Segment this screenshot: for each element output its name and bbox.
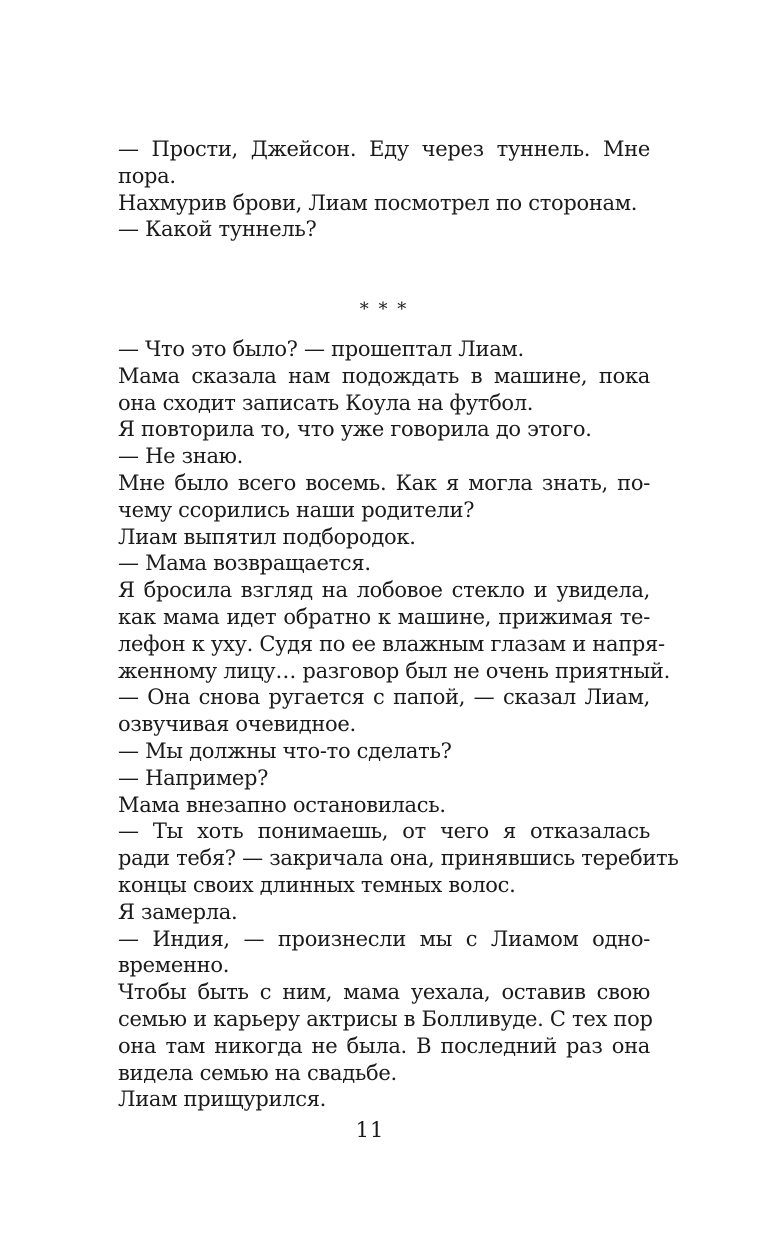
paragraph <box>118 765 650 792</box>
text-line: она там никогда не была. В последний раз она <box>118 1033 650 1058</box>
paragraph <box>118 926 650 980</box>
text-line: — Мы должны что-то сделать? <box>118 738 452 763</box>
paragraph <box>118 216 650 243</box>
text-line: — Ты хоть понимаешь, от чего я отказалась <box>118 819 650 844</box>
paragraph <box>118 470 650 524</box>
text-line: Мама сказала нам подождать в машине, пока <box>118 363 650 388</box>
text-line: — Не знаю. <box>118 444 244 469</box>
paragraph <box>118 363 650 417</box>
text-line: Я замерла. <box>118 899 238 924</box>
text-line: семью и карьеру актрисы в Болливуде. С тех пор <box>118 1006 653 1031</box>
paragraph <box>118 190 650 217</box>
section-separator: * * * <box>359 299 409 321</box>
text-line: — Мама возвращается. <box>118 551 371 576</box>
page-number: 11 <box>355 1118 385 1142</box>
paragraph <box>118 443 650 470</box>
text-line: — Она снова ругается с папой, — сказал Лиам, <box>118 685 650 710</box>
text-line: Мне было всего восемь. Как я могла знать, по- <box>118 470 650 495</box>
text-line: она сходит записать Коула на футбол. <box>118 390 534 415</box>
text-line: пора. <box>118 163 176 188</box>
paragraph <box>118 684 650 738</box>
text-line: озвучивая очевидное. <box>118 712 356 737</box>
text-line: — Например? <box>118 765 269 790</box>
paragraph <box>118 336 650 363</box>
text-line: видела семью на свадьбе. <box>118 1060 397 1085</box>
text-line: Чтобы быть с ним, мама уехала, оставив свою <box>118 980 650 1005</box>
text-line: — Что это было? — прошептал Лиам. <box>118 336 524 361</box>
text-line: Я бросила взгляд на лобовое стекло и увидела, <box>118 578 650 603</box>
section-gap <box>118 243 650 297</box>
text-line: Нахмурив брови, Лиам посмотрел по сторонам. <box>118 190 638 215</box>
text-line: как мама идет обратно к машине, прижимая те- <box>118 604 650 629</box>
text-line: Лиам выпятил подбородок. <box>118 524 416 549</box>
paragraph <box>118 792 650 819</box>
text-line: Мама внезапно остановилась. <box>118 792 446 817</box>
text-line: ради тебя? — закричала она, принявшись теребить <box>118 846 679 871</box>
paragraph <box>118 136 650 190</box>
text-line: женному лицу… разговор был не очень приятный. <box>118 658 670 683</box>
text-line: лефон к уху. Судя по ее влажным глазам и напря- <box>118 631 665 656</box>
text-line: временно. <box>118 953 230 978</box>
page-body <box>118 136 679 1113</box>
text-line: — Индия, — произнесли мы с Лиамом одно- <box>118 926 650 951</box>
paragraph <box>118 818 679 898</box>
text-line: чему ссорились наши родители? <box>118 497 475 522</box>
text-line: Я повторила то, что уже говорила до этого. <box>118 417 592 442</box>
text-line: — Какой туннель? <box>118 217 317 242</box>
text-line: — Прости, Джейсон. Еду через туннель. Мне <box>118 137 650 161</box>
paragraph <box>118 899 650 926</box>
paragraph <box>118 577 670 684</box>
paragraph <box>118 416 650 443</box>
paragraph <box>118 524 650 551</box>
text-line: концы своих длинных темных волос. <box>118 872 516 897</box>
section-gap <box>118 324 650 336</box>
paragraph <box>118 979 653 1086</box>
paragraph <box>118 738 650 765</box>
paragraph <box>118 1086 650 1113</box>
text-line: Лиам прищурился. <box>118 1087 327 1112</box>
paragraph <box>118 550 650 577</box>
